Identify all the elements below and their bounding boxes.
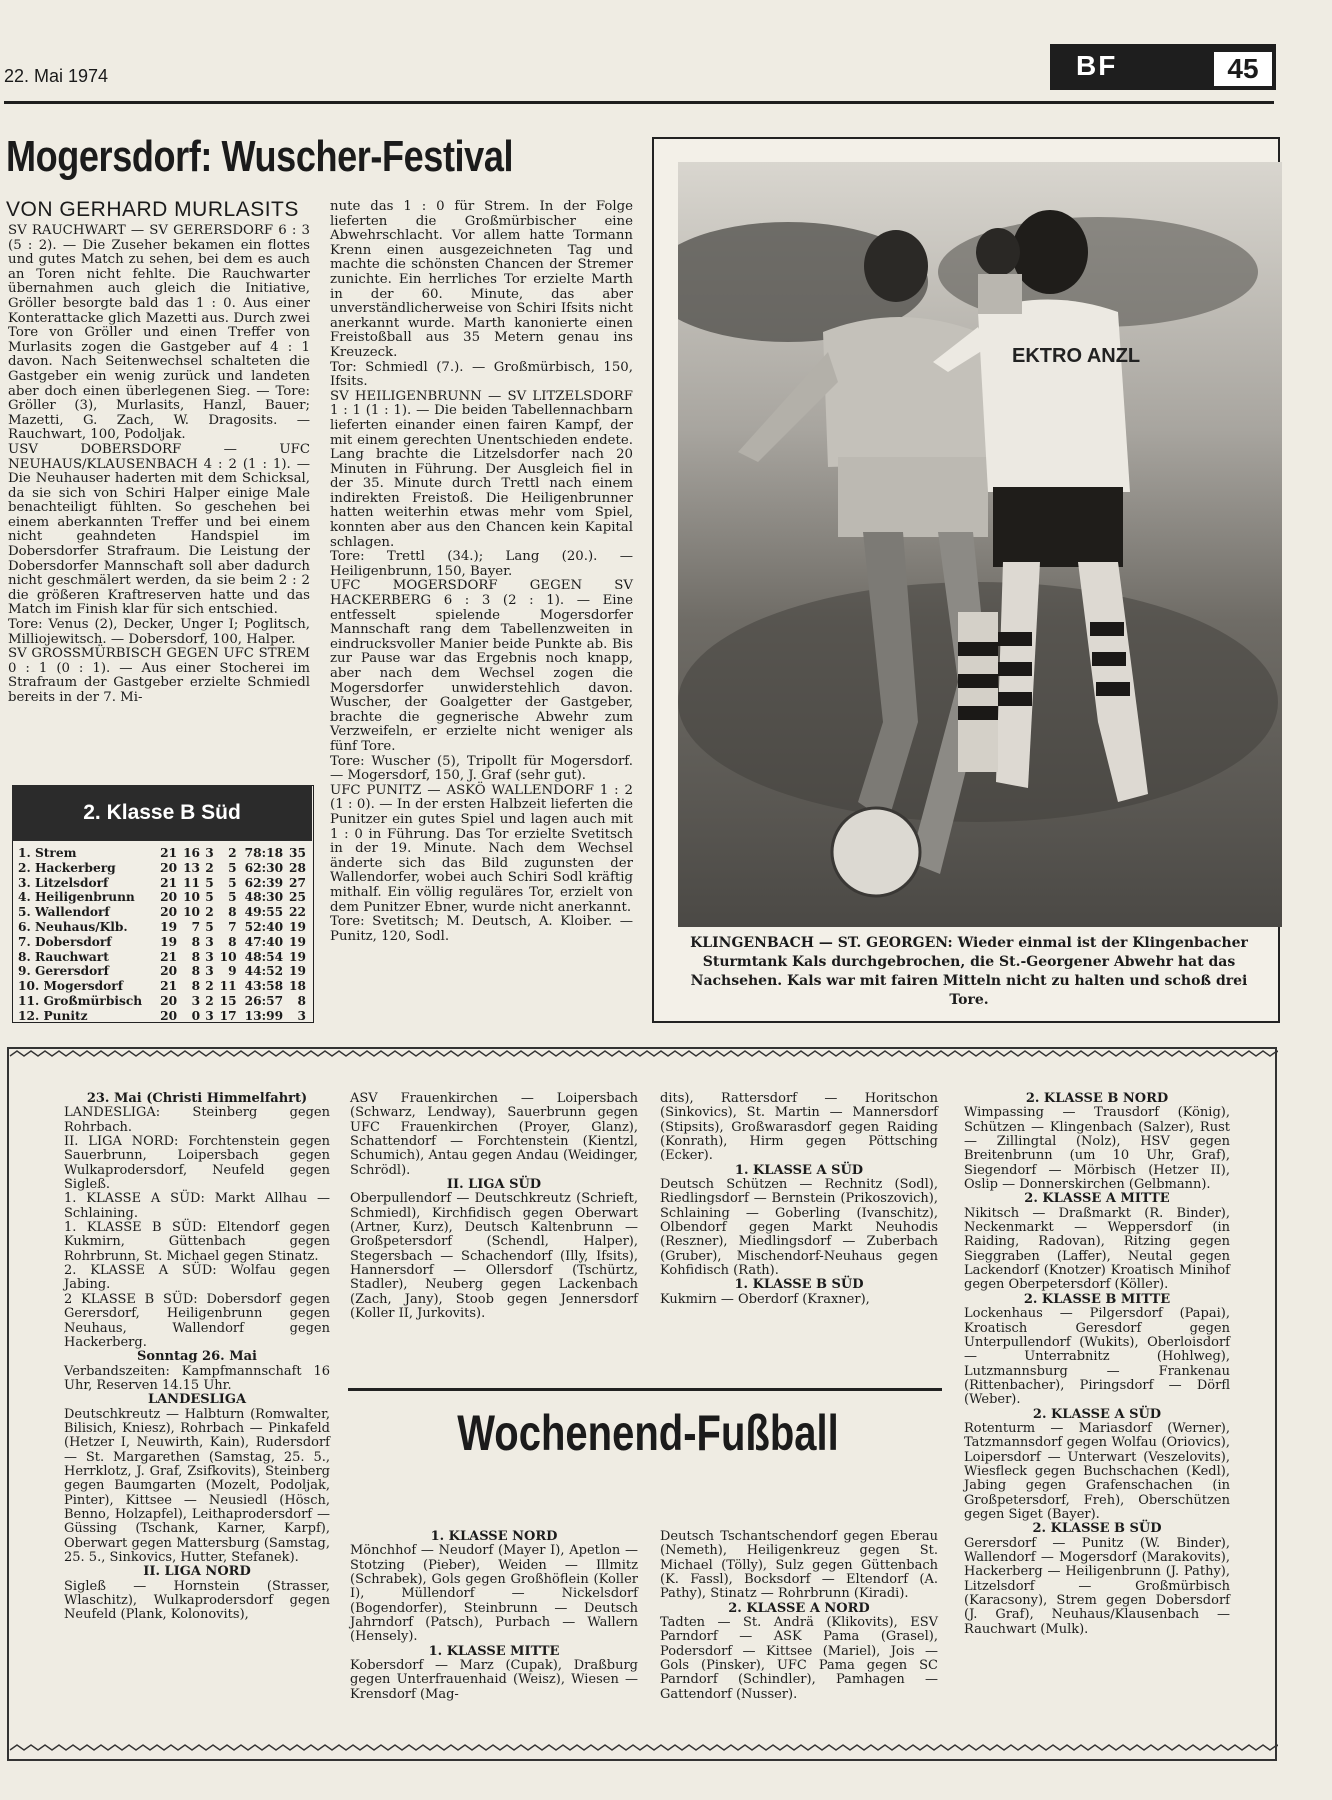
fixture-text: II. LIGA NORD: Forchtenstein gegen Sauerbrunn, Loipersbach gegen Wulkaprodersdorf, Neufeld gegen Sigleß.	[64, 1134, 330, 1193]
fixture-heading: 2. KLASSE A NORD	[728, 1600, 870, 1616]
fixture-text: LANDESLIGA: Steinberg gegen Rohrbach.	[64, 1105, 330, 1135]
team-stat: 8	[191, 979, 201, 994]
team-stat: 25	[289, 890, 306, 905]
league-row	[16, 994, 308, 1009]
team-stat: 2	[205, 979, 214, 994]
team-stat: 3	[297, 1008, 306, 1023]
article-column-2	[330, 200, 633, 944]
fixture-text: Sigleß — Hornstein (Strasser, Wlaschitz), Wulkaprodersdorf gegen Neufeld (Plank, Kolonovits),	[64, 1578, 330, 1623]
team-stat: 5	[205, 875, 214, 890]
report-punitz: UFC PUNITZ — ASKÖ WALLENDORF 1 : 2 (1 : 0). — In der ersten Halbzeit lieferten die Punitzer ein gutes Spiel und lagen auch mit 1 : 0 in Führung. Das Tor erzielte Svetitsch in der 19. Minute. Nach dem Wechsel änderte sich das Bild zugunsten der Wallendorfer, wobei auch Schiri Sodl kräftig mithalf. Ein völlig reguläres Tor, erzielt von dem Punitzer Ebner, wurde nicht anerkannt.	[330, 782, 633, 915]
team-name: 12. Punitz	[18, 1008, 88, 1023]
team-stat: 8	[191, 949, 201, 964]
team-stat: 26:57	[244, 993, 284, 1008]
team-stat: 5	[228, 890, 237, 905]
team-stat: 48:54	[244, 949, 284, 964]
league-row	[16, 846, 308, 861]
team-stat: 20	[160, 964, 178, 979]
weekend-title: Wochenend-Fußball	[457, 1405, 839, 1461]
league-row	[16, 920, 308, 935]
fixture-text: Lockenhaus — Pilgersdorf (Papai), Kroatisch Geresdorf gegen Unterpullendorf (Wukits), Oberloisdorf — Unterrabnitz (Hohlweg), Lutzmannsburg — Frankenau (Rittenbacher), Piringsdorf — Dörfl (Weber).	[964, 1306, 1230, 1408]
fixture-heading: 2. KLASSE B NORD	[1025, 1091, 1169, 1106]
team-stat: 19	[289, 919, 306, 934]
team-name: 8. Rauchwart	[18, 949, 109, 964]
team-stat: 19	[289, 934, 306, 949]
league-row	[16, 905, 308, 920]
fixture-heading: 2. KLASSE A MITTE	[1024, 1191, 1170, 1207]
report-heiligenbrunn-goals: Tore: Trettl (34.); Lang (20.). — Heiligenbrunn, 150, Bayer.	[330, 549, 633, 579]
fixture-text: dits), Rattersdorf — Horitschon (Sinkovics), St. Martin — Mannersdorf (Stipsits), Großwarasdorf gegen Raiding (Konrath), Hirm gegen Pöttsching (Ecker).	[660, 1091, 938, 1164]
team-stat: 62:39	[244, 875, 284, 890]
team-name: 7. Dobersdorf	[18, 934, 112, 949]
fixture-text: Oberpullendorf — Deutschkreutz (Schrieft, Schmiedl), Kirchfidisch gegen Oberwart (Artner, Kurz), Deutsch Kaltenbrunn — Großpetersdorf (Schendl, Halper), Stegersbach — Schachendorf (Illy, Ifsits), Hannersdorf — Ollersdorf (Tschürtz, Stadler), Neuberg gegen Lackenbach (Zach, Jany), Stoob gegen Jennersdorf (Koller II, Jurkovits).	[350, 1191, 638, 1322]
team-name: 2. Hackerberg	[18, 860, 116, 875]
team-name: 1. Strem	[18, 846, 77, 860]
issue-date: 22. Mai 1974	[4, 66, 109, 86]
league-table	[16, 846, 308, 1024]
fixture-text: Nikitsch — Draßmarkt (R. Binder), Neckenmarkt — Weppersdorf (in Raiding, Radovan), Ritzing gegen Sieggraben (Laffer), Neutal gegen Lackendorf (Knotzer) Kroatisch Minihof gegen Oberpetersdorf (Köller).	[964, 1205, 1230, 1293]
team-name: 4. Heiligenbrunn	[18, 890, 135, 905]
fixture-text: Kukmirn — Oberdorf (Kraxner),	[660, 1291, 870, 1307]
svg-text:EKTRO ANZL	[1012, 345, 1140, 367]
team-stat: 3	[191, 993, 201, 1008]
photo-caption: KLINGENBACH — ST. GEORGEN: Wieder einmal ist der Klingenbacher Sturmtank Kals durchgebrochen, die St.-Georgener Abwehr hat das Nachsehen. Kals war mit fairen Mitteln nicht zu halten und schoß drei Tore.	[690, 935, 1248, 1008]
team-stat: 8	[297, 993, 306, 1008]
page-number: 45	[1212, 50, 1274, 88]
team-stat: 20	[160, 860, 178, 875]
team-stat: 21	[160, 949, 178, 964]
shirt-text: EKTRO ANZL	[1012, 345, 1141, 367]
team-stat: 5	[228, 860, 237, 875]
team-stat: 22	[289, 905, 306, 920]
fixture-text: Verbandszeiten: Kampfmannschaft 16 Uhr, Reserven 14.15 Uhr.	[64, 1363, 330, 1393]
team-stat: 13:99	[244, 1008, 284, 1023]
team-stat: 10	[183, 905, 201, 920]
weekend-column-2-top	[350, 1092, 638, 1322]
team-stat: 9	[228, 964, 237, 979]
team-stat: 2	[205, 993, 214, 1008]
fixture-heading: 1. KLASSE NORD	[430, 1529, 558, 1544]
league-row	[16, 1009, 308, 1024]
report-rauchwart: SV RAUCHWART — SV GERERSDORF 6 : 3 (5 : 2). — Die Zuseher bekamen ein flottes und gutes Match zu sehen, bei dem es auch an Toren nicht fehlte. Die Rauchwarter übernahmen auch gleich die Initiative, Gröller besorgte bald das 1 : 0. Aus einer Konterattacke glich Mazetti aus. Durch zwei Tore von Gröller und einen Treffer von Murlasits zogen die Gastgeber auf 4 : 1 davon. Nach Seitenwechsel schalteten die Gastgeber ein wenig zurück und landeten aber doch einen überlegenen Sieg. — Tore: Gröller (3), Murlasits, Hanzl, Bauer; Mazetti, G. Zach, W. Dragosits. — Rauchwart, 100, Podoljak.	[8, 223, 310, 443]
match-photo	[678, 162, 1282, 927]
team-stat: 19	[160, 919, 178, 934]
team-stat: 13	[183, 860, 201, 875]
team-stat: 8	[228, 905, 237, 920]
team-stat: 35	[289, 846, 306, 860]
league-row	[16, 890, 308, 905]
team-stat: 62:30	[244, 860, 284, 875]
fixture-text: 1. KLASSE B SÜD: Eltendorf gegen Kukmirn, Güttenbach gegen Rohrbrunn, St. Michael gegen Stinatz.	[64, 1220, 330, 1264]
team-stat: 17	[219, 1008, 237, 1023]
fixture-heading: 2. KLASSE A SÜD	[1032, 1406, 1162, 1422]
team-stat: 2	[205, 860, 214, 875]
team-stat: 19	[160, 934, 178, 949]
section-label: BF	[1076, 50, 1118, 81]
fixture-text: ASV Frauenkirchen — Loipersbach (Schwarz, Lendway), Sauerbrunn gegen UFC Frauenkirchen (Proyer, Glanz), Schattendorf — Forchtenstein (Kientzl, Schumich), Antau gegen Andau (Weidinger, Schrödl).	[350, 1091, 638, 1178]
team-stat: 20	[160, 993, 178, 1008]
team-stat: 2	[205, 905, 214, 920]
fixture-text: Deutsch Tschantschendorf gegen Eberau (Nemeth), Heiligenkreuz gegen St. Michael (Tölly), Sulz gegen Güttenbach (K. Fassl), Bocksdorf — Eltendorf (A. Pathy), Stinatz — Rohrbrunn (Kiradi).	[660, 1529, 938, 1602]
team-stat: 19	[289, 949, 306, 964]
team-stat: 20	[160, 1008, 178, 1023]
team-stat: 10	[183, 890, 201, 905]
league-table-title: 2. Klasse B Süd	[12, 785, 312, 841]
team-stat: 18	[289, 979, 306, 994]
league-row	[16, 876, 308, 891]
team-stat: 5	[205, 890, 214, 905]
team-stat: 43:58	[244, 979, 284, 994]
weekend-column-3-bottom	[660, 1530, 938, 1702]
team-stat: 11	[219, 979, 237, 994]
team-stat: 52:40	[244, 919, 284, 934]
fixture-heading: LANDESLIGA	[147, 1392, 247, 1408]
weekend-title-rule	[348, 1388, 942, 1391]
team-stat: 78:18	[244, 846, 284, 860]
fixture-heading: Sonntag 26. Mai	[137, 1349, 257, 1365]
report-grossmuerbisch: SV GROSSMÜRBISCH GEGEN UFC STREM 0 : 1 (0 : 1). — Aus einer Stocherei im Strafraum der Gastgeber erzielte Schmiedl bereits in der 7. Mi-	[8, 646, 310, 705]
fixture-heading: 1. KLASSE MITTE	[428, 1643, 560, 1659]
team-stat: 21	[160, 875, 178, 890]
team-stat: 5	[205, 919, 214, 934]
team-stat: 27	[289, 875, 306, 890]
team-stat: 3	[205, 934, 214, 949]
fixture-text: 1. KLASSE A SÜD: Markt Allhau — Schlaining.	[64, 1191, 330, 1221]
article-column-1	[8, 224, 310, 706]
team-name: 11. Großmürbisch	[18, 993, 143, 1008]
report-dobersdorf-goals: Tore: Venus (2), Decker, Unger I; Poglitsch, Milliojewitsch. — Dobersdorf, 100, Halper.	[8, 617, 310, 647]
team-stat: 0	[191, 1008, 201, 1023]
report-mogersdorf: UFC MOGERSDORF GEGEN SV HACKERBERG 6 : 3 (2 : 1). — Eine entfesselt spielende Mogersdorfer Mannschaft rang dem Tabellenzweiten in eindrucksvoller Manier beide Punkte ab. Bis zur Pause war das Ergebnis noch knapp, aber nach dem Wechsel zogen die Mogersdorfer unwiderstehlich davon. Wuscher, der Goalgetter der Gastgeber, brachte die gegnerische Abwehr zum Verzweifeln, er erzielte nicht weniger als fünf Tore.	[330, 578, 633, 754]
fixture-text: Mönchhof — Neudorf (Mayer I), Apetlon — Stotzing (Pieber), Weiden — Illmitz (Schrabek), Gols gegen Großhöflein (Koller I), Müllendorf — Nickelsdorf (Bogendorfer), Steinbrunn — Deutsch Jahrndorf (Patsch), Purbach — Wallern (Hensely).	[350, 1543, 638, 1645]
fixture-text: Kobersdorf — Marz (Cupak), Draßburg gegen Unterfrauenhaid (Weisz), Wiesen — Krensdorf (Mag-	[350, 1658, 638, 1702]
fixture-heading: 2. KLASSE B MITTE	[1023, 1291, 1171, 1307]
team-stat: 3	[205, 949, 214, 964]
league-row	[16, 964, 308, 979]
weekend-column-3-top	[660, 1092, 938, 1307]
fixture-text: 2. KLASSE A SÜD: Wolfau gegen Jabing.	[64, 1263, 330, 1293]
team-stat: 20	[160, 890, 178, 905]
fixture-text: Deutschkreutz — Halbturn (Romwalter, Bilisich, Kniesz), Rohrbach — Pinkafeld (Hetzer I, Neuwirth, Kain), Rudersdorf — St. Margarethen (Samstag, 25. 5., Herrklotz, J. Graf, Zsifkovits), Steinberg gegen Baumgarten (Mozelt, Podoljak, Pinter), Kittsee — Neusiedl (Hösch, Benno, Holzapfel), Leithaprodersdorf — Güssing (Tschank, Karner, Karpf), Oberwart gegen Mattersburg (Samstag, 25. 5., Sinkovics, Hutter, Stefanek).	[64, 1406, 330, 1565]
fixture-heading: 23. Mai (Christi Himmelfahrt)	[86, 1091, 308, 1106]
team-stat: 19	[289, 964, 306, 979]
header-rule	[4, 101, 1274, 104]
team-name: 3. Litzelsdorf	[18, 875, 109, 890]
team-stat: 49:55	[244, 905, 284, 920]
league-row	[16, 979, 308, 994]
team-stat: 8	[191, 934, 201, 949]
fixture-heading: 2. KLASSE B SÜD	[1032, 1521, 1162, 1537]
report-heiligenbrunn: SV HEILIGENBRUNN — SV LITZELSDORF 1 : 1 (1 : 1). — Die beiden Tabellennachbarn lieferten einander einen fairen Kampf, der mit einem gerechten Unentschieden endete. Lang brachte die Litzelsdorfer nach 20 Minuten in Führung. Der Ausgleich fiel in der 35. Minute durch Trettl nach einem indirekten Freistoß. Die Heiligenbrunner hatten weiterhin etwas mehr vom Spiel, konnten aber aus den Chancen kein Kapital schlagen.	[330, 388, 633, 550]
team-stat: 8	[191, 964, 201, 979]
report-strem-cont: nute das 1 : 0 für Strem. In der Folge lieferten die Großmürbischer eine Abwehrschlacht. Vor allem hatte Tormann Krenn einen ausgezeichneten Tag und machte die schönsten Chancen der Stremer zunichte. Ein herrliches Tor erzielte Marth in der 60. Minute, das aber unverständlicherweise von Schiri Ifsits nicht anerkannt wurde. Marth kanonierte einen Freistoßball aus 35 Metern genau ins Kreuzeck.	[330, 199, 633, 360]
team-stat: 48:30	[244, 890, 284, 905]
team-stat: 28	[289, 860, 306, 875]
fixture-heading: 1. KLASSE B SÜD	[734, 1277, 864, 1293]
team-name: 9. Gerersdorf	[18, 964, 109, 979]
fixture-text: Wimpassing — Trausdorf (König), Schützen — Klingenbach (Salzer), Rust — Zillingtal (Nolz), HSV gegen Breitenbrunn (um 10 Uhr, Graf), Siegendorf — Mörbisch (Hetzer II), Oslip — Donnerskirchen (Gelbmann).	[964, 1105, 1230, 1193]
league-row	[16, 935, 308, 950]
team-stat: 10	[219, 949, 237, 964]
team-stat: 44:52	[244, 964, 284, 979]
team-stat: 20	[160, 905, 178, 920]
team-stat: 3	[205, 964, 214, 979]
fixture-heading: II. LIGA NORD	[143, 1564, 251, 1580]
team-stat: 8	[228, 934, 237, 949]
team-stat: 3	[205, 1008, 214, 1023]
league-row	[16, 861, 308, 876]
fixture-heading: II. LIGA SÜD	[446, 1177, 542, 1193]
article-byline: VON GERHARD MURLASITS	[6, 198, 299, 221]
report-punitz-goals: Tore: Svetitsch; M. Deutsch, A. Kloiber. — Punitz, 120, Sodl.	[330, 914, 633, 944]
fixture-text: Gerersdorf — Punitz (W. Binder), Wallendorf — Mogersdorf (Marakovits), Hackerberg — Heiligenbrunn (J. Pathy), Litzelsdorf — Großmürbisch (Karacsony), Strem gegen Dobersdorf (J. Graf), Neuhaus/Klausenbach — Rauchwart (Mulk).	[964, 1535, 1230, 1637]
team-stat: 2	[228, 846, 237, 860]
weekend-column-1	[64, 1092, 330, 1623]
team-stat: 15	[219, 993, 237, 1008]
team-stat: 16	[183, 846, 201, 860]
team-stat: 47:40	[244, 934, 284, 949]
team-stat: 21	[160, 979, 178, 994]
report-strem-goals: Tor: Schmiedl (7.). — Großmürbisch, 150, Ifsits.	[330, 359, 633, 390]
fixture-heading: 1. KLASSE A SÜD	[734, 1162, 864, 1178]
report-mogersdorf-goals: Tore: Wuscher (5), Tripollt für Mogersdorf. — Mogersdorf, 150, J. Graf (sehr gut).	[330, 753, 633, 784]
team-stat: 7	[228, 919, 237, 934]
team-stat: 5	[228, 875, 237, 890]
weekend-column-4	[964, 1092, 1230, 1637]
team-name: 6. Neuhaus/Klb.	[18, 919, 128, 934]
team-stat: 7	[191, 919, 201, 934]
fixture-text: 2 KLASSE B SÜD: Dobersdorf gegen Gerersdorf, Heiligenbrunn gegen Neuhaus, Wallendorf gegen Hackerberg.	[64, 1291, 330, 1350]
league-row	[16, 950, 308, 965]
article-title: Mogersdorf: Wuscher-Festival	[6, 132, 514, 181]
team-stat: 21	[160, 846, 178, 860]
fixture-text: Deutsch Schützen — Rechnitz (Sodl), Riedlingsdorf — Bernstein (Prikoszovich), Schlaining — Goberling (Ivanschitz), Olbendorf gegen Markt Neuhodis (Reszner), Miedlingsdorf — Zuberbach (Gruber), Mischendorf-Neuhaus gegen Kohfidisch (Rath).	[660, 1177, 938, 1279]
fixture-text: Rotenturm — Mariasdorf (Werner), Tatzmannsdorf gegen Wolfau (Oriovics), Loipersdorf — Unterwart (Veszelovits), Wiesfleck gegen Buchschachen (Kedl), Jabing gegen Grafenschachen (in Großpetersdorf, Freh), Oberschützen gegen Siget (Bayer).	[964, 1420, 1230, 1522]
fixture-text: Tadten — St. Andrä (Klikovits), ESV Parndorf — ASK Pama (Grasel), Podersdorf — Kittsee (Mariel), Jois — Gols (Pinsker), UFC Pama gegen SC Parndorf (Schindler), Pamhagen — Gattendorf (Nusser).	[660, 1615, 938, 1702]
report-dobersdorf: USV DOBERSDORF — UFC NEUHAUS/KLAUSENBACH 4 : 2 (1 : 1). — Die Neuhauser haderten mit dem Schicksal, da sie sich von Schiri Halper einige Male benachteiligt fühlten. So geschehen bei einem aberkannten Treffer und bei einem nicht geahndeten Handspiel im Dobersdorfer Strafraum. Die Leistung der Dobersdorfer Mannschaft soll aber dadurch nicht geschmälert werden, da sie beim 2 : 2 die größeren Kraftreserven hatte und das Match im Finish klar für sich entschied.	[8, 441, 310, 618]
team-stat: 11	[183, 875, 201, 890]
team-stat: 3	[205, 846, 214, 860]
team-name: 10. Mogersdorf	[18, 979, 123, 994]
weekend-column-2-bottom	[350, 1530, 638, 1702]
team-name: 5. Wallendorf	[18, 905, 110, 920]
